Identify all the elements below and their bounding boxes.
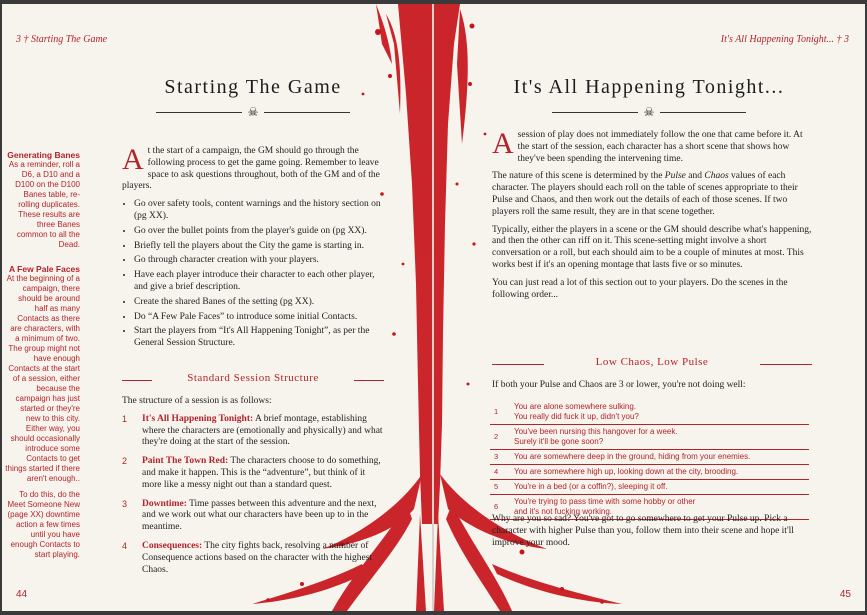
paragraph: You can just read a lot of this section out to your players. Do the scenes in the following order... <box>492 277 788 300</box>
section-heading: Low Chaos, Low Pulse <box>492 356 812 372</box>
intro-paragraph: At the start of a campaign, the GM should go through the following process to get the game going. Remember to leave space to ask questions throughout, both of the GM and of the players. <box>122 143 380 192</box>
main-text <box>492 127 812 307</box>
structure-steps <box>122 414 384 577</box>
page-number: 45 <box>839 589 851 600</box>
intro-paragraph: A session of play does not immediately follow the one that came before it. At the start of the session, each character has a short scene that shows how they've been spending the intervening time. <box>492 127 803 164</box>
title-ornament <box>552 106 746 120</box>
step-item: 2 Paint The Town Red: The characters choose to do something, and make it happen. This is the “adventure”, but think of it more like a messy night out than a standard quest. <box>122 456 381 490</box>
list-item: • Go over the bullet points from the player's guide on (pg XX). <box>134 226 384 238</box>
running-head: It's All Happening Tonight... † 3 <box>720 34 849 45</box>
closing-paragraph: Why are you so sad? You've got to go somewhere to get your Pulse up. Pick a character with higher Pulse than you, follow them into their scene and hope it'll improve your mood. <box>492 514 794 548</box>
page-number: 44 <box>16 589 28 600</box>
sidebar-text: At the beginning of a campaign, there should be around half as many Contacts as there are characters, with a minimum of two. The group might not have enough Contacts at the start of a session, either because the campaign has just started or they're new to this city. Either way, you should occasionally introduce some Contacts to get things started if there aren't enough.. <box>5 274 80 483</box>
page-title: Starting The Game <box>164 76 342 98</box>
skull-icon: ☠ <box>247 105 259 119</box>
left-page <box>2 4 433 611</box>
sidebar-text: As a reminder, roll a D6, a D10 and a D100 on the D100 Banes table, re-rolling duplicates. These results are three Banes common to all the Dead. <box>8 160 80 249</box>
book-spread <box>2 4 865 611</box>
list-item: • Have each player introduce their character to each other player, and give a brief description. <box>134 270 384 294</box>
table-row: 4 You are somewhere high up, looking down at the city, brooding. <box>490 465 809 480</box>
setup-checklist <box>122 199 384 350</box>
drop-cap: A <box>122 143 144 176</box>
right-page <box>434 4 865 611</box>
list-item: • Go over safety tools, content warnings and the history section on (pg XX). <box>134 199 384 223</box>
list-item: • Do “A Few Pale Faces” to introduce some initial Contacts. <box>134 312 384 324</box>
sidebar-notes <box>4 150 80 566</box>
table-row: 2 You've been nursing this hangover for a week. Surely it'll be gone soon? <box>490 425 809 450</box>
list-item: • Create the shared Banes of the setting (pg XX). <box>134 297 384 309</box>
list-item: • Briefly tell the players about the City the game is starting in. <box>134 241 384 253</box>
sidebar-heading: Generating Banes <box>7 150 80 160</box>
scene-table <box>490 400 809 520</box>
paragraph: The nature of this scene is determined by the Pulse and Chaos values of each character. The players should each roll on the table of scenes appropriate to their Pulse and Chaos, and then work out the details of each of those scenes. If two players roll the same result, they are in that scene together. <box>492 171 798 217</box>
list-item: • Start the players from “It's All Happening Tonight”, as per the General Session Structure. <box>134 326 384 350</box>
list-item: • Go through character creation with your players. <box>134 255 384 267</box>
skull-icon: ☠ <box>643 105 655 119</box>
session-structure <box>122 396 384 583</box>
drop-cap: A <box>492 127 514 160</box>
table-row: 3 You are somewhere deep in the ground, hiding from your enemies. <box>490 450 809 465</box>
sidebar-text: To do this, do the Meet Someone New (page XX) downtime action a few times until you have enough Contacts to start playing. <box>7 490 80 559</box>
running-head: 3 † Starting The Game <box>16 34 108 45</box>
table-row: 6 You're trying to pass time with some hobby or other and it's not fucking working. <box>490 495 809 520</box>
title-ornament <box>156 106 350 120</box>
step-item: 1 It's All Happening Tonight: A brief montage, establishing where the characters are (emotionally and physically) and what they're doing at the start of the session. <box>122 413 383 448</box>
structure-intro: The structure of a session is as follows: <box>122 396 272 406</box>
step-item: 4 Consequences: The city fights back, resolving a number of Consequence actions based on the character with the highest Chaos. <box>122 540 373 575</box>
main-text <box>122 143 384 356</box>
table-row: 5 You're in a bed (or a coffin?), sleeping it off. <box>490 480 809 495</box>
table-row: 1 You are alone somewhere sulking. You really did fuck it up, didn't you? <box>490 400 809 425</box>
section-heading: Standard Session Structure <box>122 372 384 388</box>
step-item: 3 Downtime: Time passes between this adventure and the next, and we work out what our characters have been up to in the meantime. <box>122 498 377 533</box>
paragraph: Typically, either the players in a scene or the GM should describe what's happening, and then the other can riff on it. This scene-setting might involve a short conversation or a roll, but each should aim to be a couple of minutes at most. This works best if it's an opening montage that lasts five or so minutes. <box>492 224 812 270</box>
sidebar-heading: A Few Pale Faces <box>8 264 80 274</box>
table-intro: If both your Pulse and Chaos are 3 or lower, you're not doing well: <box>492 380 746 390</box>
page-title: It's All Happening Tonight... <box>513 76 785 98</box>
